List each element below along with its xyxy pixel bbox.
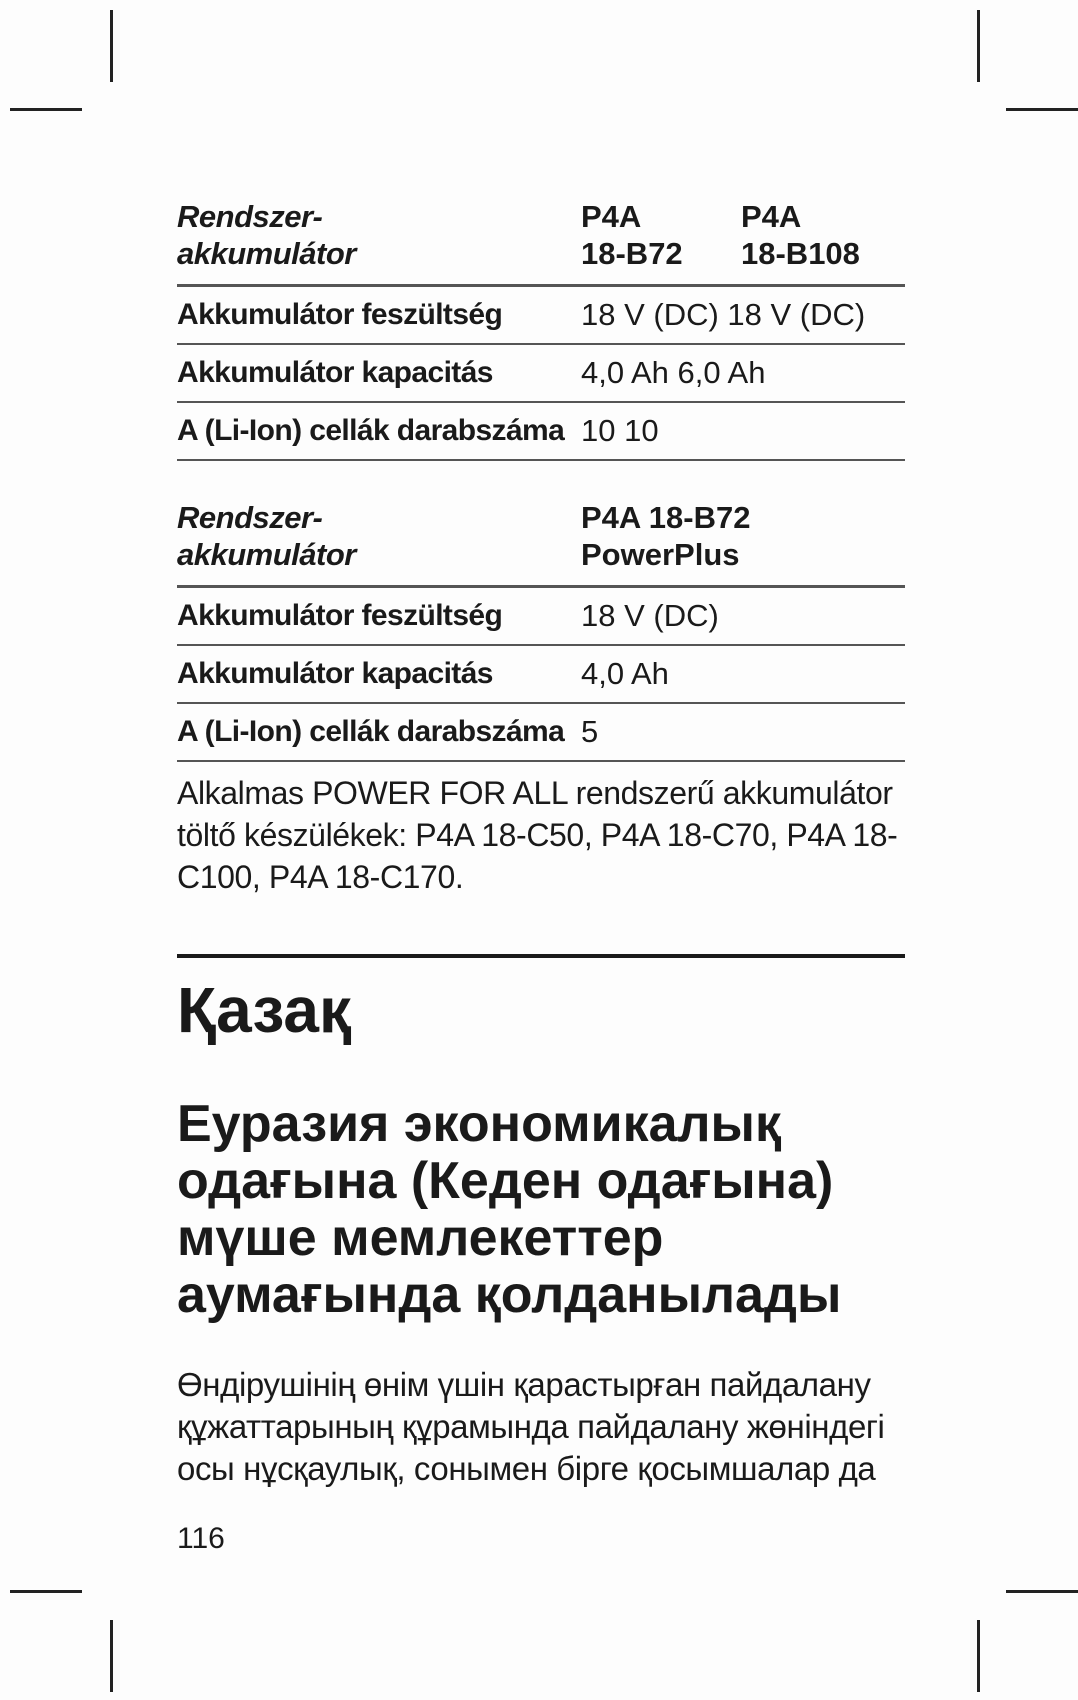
header-model-1: P4A 18-B72 [581, 199, 683, 271]
header-model-2: P4A 18-B108 [741, 199, 860, 271]
table-row [177, 588, 905, 646]
row-label: Akkumulátor feszültség [177, 599, 503, 632]
header-model-1: P4A 18-B72 PowerPlus [581, 500, 751, 572]
table-row [177, 345, 905, 403]
table-row [177, 704, 905, 762]
crop-mark [10, 108, 82, 111]
table-row [177, 646, 905, 704]
spec-table-1 [177, 198, 905, 461]
header-label: Rendszer- akkumulátor [177, 199, 356, 271]
crop-mark [110, 10, 113, 82]
crop-mark [10, 1590, 82, 1593]
crop-mark [110, 1620, 113, 1692]
section-heading: Еуразия экономикалық одағына (Кеден одағына) мүше мемлекеттер аумағында қолданылады [177, 1095, 842, 1324]
row-value: 4,0 Ah [581, 656, 669, 691]
crop-mark [977, 1620, 980, 1692]
table-row [177, 287, 905, 345]
row-value: 4,0 Ah 6,0 Ah [581, 355, 766, 390]
row-value: 10 10 [581, 413, 659, 448]
language-title: Қазақ [177, 974, 352, 1046]
row-value: 18 V (DC) [581, 598, 719, 633]
body-paragraph: Өндірушінің өнім үшін қарастырған пайдалану құжаттарының құрамында пайдалану жөніндегі осы нұсқаулық, сонымен бірге қосымшалар да [177, 1366, 885, 1487]
row-value: 18 V (DC) 18 V (DC) [581, 297, 866, 332]
row-label: Akkumulátor kapacitás [177, 356, 493, 389]
spec-table-header [177, 499, 905, 588]
header-label: Rendszer- akkumulátor [177, 500, 356, 572]
page-number: 116 [177, 1522, 225, 1555]
crop-mark [977, 10, 980, 82]
section-divider [177, 954, 905, 958]
spec-table-2 [177, 499, 905, 762]
crop-mark [1006, 1590, 1078, 1593]
row-value: 5 [581, 714, 599, 749]
charger-note: Alkalmas POWER FOR ALL rendszerű akkumulátor töltő készülékek: P4A 18-C50, P4A 18-C70, P4A 18-C100, P4A 18-C170. [177, 775, 898, 895]
row-label: A (Li-Ion) cellák darabszáma [177, 414, 565, 447]
row-label: A (Li-Ion) cellák darabszáma [177, 715, 565, 748]
crop-mark [1006, 108, 1078, 111]
page-content [177, 198, 905, 1556]
table-row [177, 403, 905, 461]
spec-table-header [177, 198, 905, 287]
row-label: Akkumulátor kapacitás [177, 657, 493, 690]
row-label: Akkumulátor feszültség [177, 298, 503, 331]
